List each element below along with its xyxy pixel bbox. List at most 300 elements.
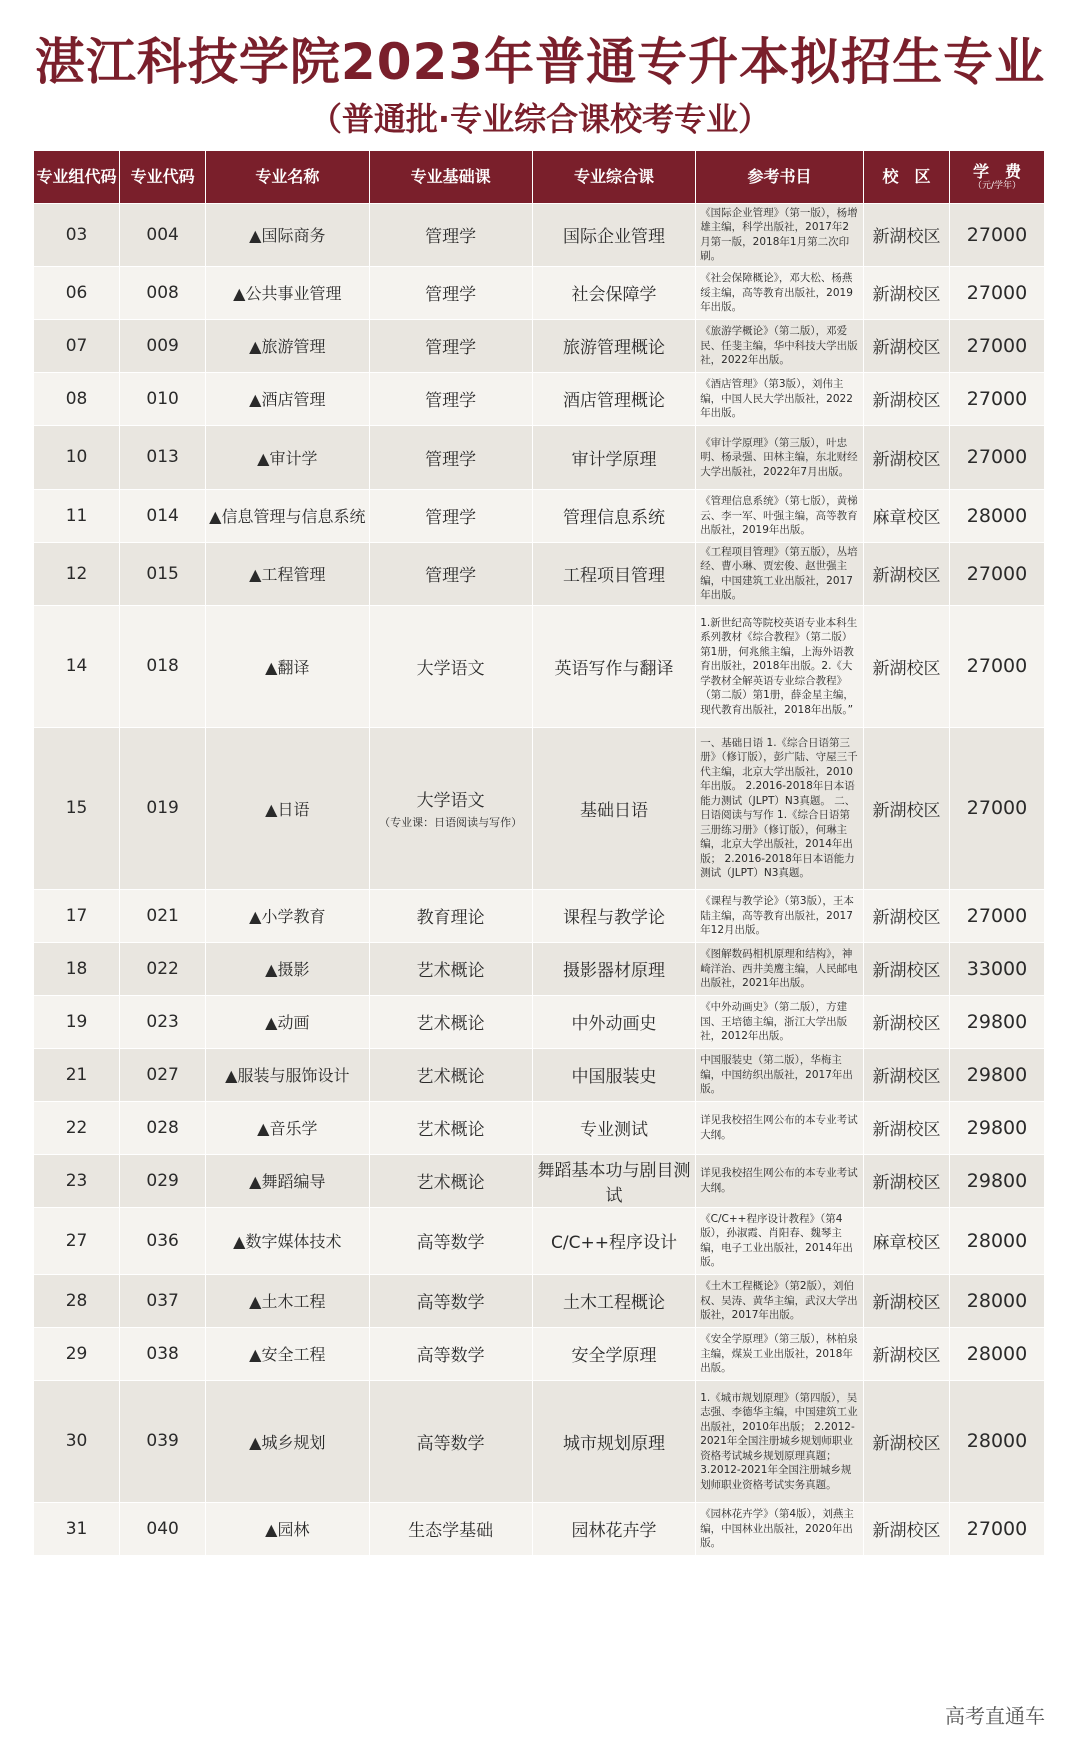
cell-basic-course: [369, 995, 532, 1048]
table-row: [34, 1380, 1045, 1502]
cell-group-text: 07: [65, 335, 88, 356]
cell-campus-text: 新湖校区: [872, 391, 941, 412]
cell-comprehensive-course: [532, 1327, 695, 1380]
cell-basic-course: [369, 727, 532, 889]
cell-major-name: [206, 204, 369, 267]
cell-campus-text: 新湖校区: [872, 1014, 941, 1035]
cell-code: [120, 889, 206, 942]
cell-reference-books-text: 《园林花卉学》（第4版），刘燕主编，中国林业出版社，2020年出版。: [700, 1508, 854, 1550]
cell-major-name: [206, 995, 369, 1048]
cell-major-name: [206, 425, 369, 489]
cell-basic-course: [369, 889, 532, 942]
cell-group: [34, 204, 120, 267]
cell-basic-course: [369, 1274, 532, 1327]
cell-group-text: 23: [65, 1170, 88, 1191]
header-group: 专业组代码: [34, 151, 120, 204]
cell-campus: [863, 727, 949, 889]
cell-campus: [863, 1274, 949, 1327]
cell-reference-books: [696, 605, 864, 727]
header-books: 参考书目: [696, 151, 864, 204]
table-row: [34, 1327, 1045, 1380]
cell-code-text: 008: [146, 282, 179, 303]
cell-reference-books-text: 中国服装史（第二版），华梅主编，中国纺织出版社，2017年出版。: [700, 1054, 853, 1096]
cell-comprehensive-course: [532, 319, 695, 372]
cell-fee-text: 27000: [966, 655, 1028, 678]
cell-campus-text: 新湖校区: [872, 658, 941, 679]
cell-basic-course: [369, 489, 532, 542]
table-row: [34, 995, 1045, 1048]
cell-comprehensive-course: [532, 1154, 695, 1207]
cell-comprehensive-course-text: 国际企业管理: [563, 227, 666, 248]
cell-code-text: 014: [146, 505, 179, 526]
cell-group: [34, 372, 120, 425]
cell-fee-text: 27000: [966, 223, 1028, 246]
cell-campus-text: 新湖校区: [872, 227, 941, 248]
cell-group-text: 15: [65, 798, 88, 819]
cell-campus: [863, 1380, 949, 1502]
cell-basic-course: [369, 1101, 532, 1154]
cell-group: [34, 1274, 120, 1327]
cell-reference-books-text: 《安全学原理》（第三版），林柏泉主编，煤炭工业出版社，2018年出版。: [700, 1333, 858, 1375]
cell-major-name: [206, 542, 369, 605]
cell-group-text: 08: [65, 388, 88, 409]
cell-campus-text: 新湖校区: [872, 1120, 941, 1141]
majors-table: [33, 150, 1045, 1556]
cell-major-name: [206, 605, 369, 727]
cell-fee-text: 27000: [966, 281, 1028, 304]
cell-campus: [863, 1154, 949, 1207]
cell-group-text: 18: [65, 958, 88, 979]
cell-major-name: [206, 1154, 369, 1207]
cell-fee-text: 33000: [966, 957, 1028, 980]
cell-fee: [950, 204, 1045, 267]
cell-reference-books: [696, 1502, 864, 1555]
cell-code-text: 010: [146, 388, 179, 409]
cell-campus: [863, 319, 949, 372]
cell-code-text: 019: [146, 798, 179, 819]
cell-comprehensive-course-text: 中国服装史: [571, 1067, 657, 1088]
cell-reference-books: [696, 1207, 864, 1274]
cell-reference-books-text: 《图解数码相机原理和结构》，神崎洋治、西井美鹰主编，人民邮电出版社，2021年出版。: [700, 948, 858, 990]
cell-group-text: 28: [65, 1290, 88, 1311]
cell-basic-course-text: 管理学: [425, 566, 477, 587]
cell-major-name: [206, 489, 369, 542]
cell-major-name: [206, 727, 369, 889]
cell-group: [34, 1048, 120, 1101]
cell-comprehensive-course: [532, 1502, 695, 1555]
cell-basic-course: [369, 425, 532, 489]
cell-fee-text: 28000: [966, 1342, 1028, 1365]
cell-code-text: 028: [146, 1117, 179, 1138]
cell-code: [120, 204, 206, 267]
cell-code-text: 023: [146, 1011, 179, 1032]
cell-comprehensive-course: [532, 942, 695, 995]
table-row: [34, 1154, 1045, 1207]
page-subtitle: （普通批·专业综合课校考专业）: [309, 100, 771, 138]
cell-fee: [950, 489, 1045, 542]
cell-basic-course-text: 教育理论: [416, 908, 485, 929]
table-row: [34, 1502, 1045, 1555]
cell-comprehensive-course-text: 酒店管理概论: [563, 391, 666, 412]
cell-comprehensive-course-text: 旅游管理概论: [563, 338, 666, 359]
cell-major-name: [206, 1048, 369, 1101]
cell-code: [120, 1207, 206, 1274]
cell-major-name-text: ▲审计学: [257, 448, 318, 468]
cell-basic-course-text: 管理学: [425, 227, 477, 248]
cell-major-name-text: ▲日语: [265, 799, 310, 819]
table-row: [34, 1101, 1045, 1154]
cell-basic-course-text: 高等数学: [416, 1293, 485, 1314]
cell-comprehensive-course: [532, 727, 695, 889]
cell-fee: [950, 319, 1045, 372]
cell-group: [34, 319, 120, 372]
cell-campus-text: 新湖校区: [872, 1346, 941, 1367]
cell-major-name: [206, 889, 369, 942]
cell-basic-course: [369, 1327, 532, 1380]
cell-major-name-text: ▲工程管理: [249, 565, 326, 585]
cell-comprehensive-course-text: 土木工程概论: [563, 1293, 666, 1314]
cell-group-text: 14: [65, 656, 88, 677]
cell-fee: [950, 889, 1045, 942]
cell-comprehensive-course-text: 社会保障学: [571, 285, 657, 306]
cell-group-text: 19: [65, 1011, 88, 1032]
cell-comprehensive-course: [532, 489, 695, 542]
cell-group-text: 30: [65, 1431, 88, 1452]
cell-reference-books: [696, 1101, 864, 1154]
cell-group: [34, 605, 120, 727]
cell-group: [34, 1154, 120, 1207]
header-basic: 专业基础课: [369, 151, 532, 204]
cell-fee-text: 28000: [966, 504, 1028, 527]
cell-group: [34, 1101, 120, 1154]
cell-reference-books: [696, 1048, 864, 1101]
cell-code: [120, 1380, 206, 1502]
cell-group: [34, 1327, 120, 1380]
cell-campus-text: 新湖校区: [872, 285, 941, 306]
cell-campus: [863, 942, 949, 995]
cell-basic-course: [369, 1048, 532, 1101]
cell-code-text: 021: [146, 905, 179, 926]
cell-major-name-text: ▲翻译: [265, 657, 310, 677]
cell-campus-text: 麻章校区: [872, 1233, 941, 1254]
cell-major-name-text: ▲公共事业管理: [233, 284, 342, 304]
cell-campus-text: 新湖校区: [872, 1067, 941, 1088]
cell-campus-text: 新湖校区: [872, 449, 941, 470]
cell-reference-books-text: 《审计学原理》（第三版），叶忠明、杨录强、田林主编，东北财经大学出版社，2022年7月出版。: [700, 436, 858, 478]
cell-major-name-text: ▲国际商务: [249, 226, 326, 246]
cell-comprehensive-course-text: 英语写作与翻译: [554, 658, 674, 679]
cell-fee: [950, 1154, 1045, 1207]
cell-major-name-text: ▲数字媒体技术: [233, 1232, 342, 1252]
cell-fee: [950, 425, 1045, 489]
cell-reference-books-text: 1.《城市规划原理》（第四版），吴志强、李德华主编，中国建筑工业出版社，2010年出版； 2.2012-2021年全国注册城乡规划师职业资格考试城乡规划原理真题； 3.2012-2021年全国注册城乡规划师职业资格考试实务真题。: [700, 1391, 858, 1491]
table-row: [34, 542, 1045, 605]
cell-basic-course-text: 管理学: [425, 338, 477, 359]
cell-basic-course-text: 大学语文: [416, 658, 485, 679]
cell-fee: [950, 1380, 1045, 1502]
cell-basic-course-text: 生态学基础: [408, 1521, 494, 1542]
cell-basic-course: [369, 1154, 532, 1207]
cell-code: [120, 319, 206, 372]
table-row: [34, 204, 1045, 267]
cell-comprehensive-course: [532, 372, 695, 425]
cell-comprehensive-course: [532, 995, 695, 1048]
cell-fee: [950, 942, 1045, 995]
cell-group-text: 27: [65, 1230, 88, 1251]
cell-code-text: 013: [146, 447, 179, 468]
cell-code-text: 038: [146, 1343, 179, 1364]
cell-basic-course-text: 管理学: [425, 508, 477, 529]
table-row: [34, 942, 1045, 995]
cell-campus: [863, 425, 949, 489]
cell-major-name: [206, 372, 369, 425]
cell-group: [34, 1502, 120, 1555]
cell-basic-course-text: 艺术概论: [416, 1173, 485, 1194]
cell-major-name: [206, 1327, 369, 1380]
cell-campus-text: 新湖校区: [872, 1293, 941, 1314]
cell-reference-books-text: 《工程项目管理》（第五版），丛培经、曹小琳、贾宏俊、赵世强主编，中国建筑工业出版社，2017年出版。: [700, 545, 858, 602]
cell-reference-books: [696, 425, 864, 489]
cell-group-text: 12: [65, 563, 88, 584]
cell-basic-course: [369, 319, 532, 372]
table-header-row: [34, 151, 1045, 204]
cell-major-name-text: ▲旅游管理: [249, 337, 326, 357]
cell-code: [120, 1048, 206, 1101]
cell-group: [34, 266, 120, 319]
table-row: [34, 425, 1045, 489]
cell-comprehensive-course-text: 园林花卉学: [571, 1521, 657, 1542]
cell-fee: [950, 1274, 1045, 1327]
cell-fee: [950, 1327, 1045, 1380]
cell-code: [120, 1502, 206, 1555]
cell-code: [120, 942, 206, 995]
cell-group-text: 22: [65, 1117, 88, 1138]
cell-comprehensive-course: [532, 1101, 695, 1154]
cell-campus-text: 麻章校区: [872, 508, 941, 529]
cell-comprehensive-course: [532, 542, 695, 605]
cell-basic-course: [369, 542, 532, 605]
table-row: [34, 372, 1045, 425]
cell-code-text: 022: [146, 958, 179, 979]
cell-comprehensive-course: [532, 1207, 695, 1274]
cell-comprehensive-course-text: C/C++程序设计: [551, 1233, 677, 1254]
cell-major-name-text: ▲城乡规划: [249, 1432, 326, 1452]
cell-campus-text: 新湖校区: [872, 1433, 941, 1454]
cell-fee: [950, 1502, 1045, 1555]
header-comprehensive: 专业综合课: [532, 151, 695, 204]
cell-major-name-text: ▲舞蹈编导: [249, 1172, 326, 1192]
cell-reference-books: [696, 1154, 864, 1207]
cell-major-name-text: ▲安全工程: [249, 1345, 326, 1365]
header-code: 专业代码: [120, 151, 206, 204]
table-row: [34, 1207, 1045, 1274]
cell-group-text: 29: [65, 1343, 88, 1364]
cell-campus-text: 新湖校区: [872, 800, 941, 821]
cell-major-name: [206, 1101, 369, 1154]
cell-group: [34, 942, 120, 995]
cell-group-text: 17: [65, 905, 88, 926]
cell-basic-course: [369, 942, 532, 995]
cell-fee-text: 27000: [966, 387, 1028, 410]
cell-fee-text: 28000: [966, 1430, 1028, 1453]
cell-fee-text: 29800: [966, 1010, 1028, 1033]
cell-campus: [863, 1101, 949, 1154]
cell-campus: [863, 542, 949, 605]
cell-reference-books: [696, 1274, 864, 1327]
cell-reference-books: [696, 542, 864, 605]
cell-comprehensive-course-text: 舞蹈基本功与剧目测试: [537, 1160, 691, 1206]
cell-campus: [863, 1048, 949, 1101]
cell-reference-books: [696, 372, 864, 425]
cell-group: [34, 425, 120, 489]
cell-code-text: 029: [146, 1170, 179, 1191]
table-row: [34, 727, 1045, 889]
cell-group-text: 21: [65, 1064, 88, 1085]
cell-basic-course-text: 管理学: [425, 449, 477, 470]
cell-code: [120, 727, 206, 889]
table-row: [34, 266, 1045, 319]
cell-comprehensive-course-text: 专业测试: [580, 1120, 649, 1141]
watermark: 高考直通车: [945, 1704, 1045, 1728]
cell-code-text: 009: [146, 335, 179, 356]
cell-group: [34, 489, 120, 542]
cell-major-name-text: ▲酒店管理: [249, 390, 326, 410]
cell-reference-books-text: 详见我校招生网公布的本专业考试大纲。: [700, 1167, 858, 1194]
cell-group-text: 03: [65, 224, 88, 245]
cell-reference-books: [696, 995, 864, 1048]
cell-code: [120, 489, 206, 542]
cell-fee: [950, 1048, 1045, 1101]
cell-code: [120, 1274, 206, 1327]
cell-major-name-text: ▲小学教育: [249, 907, 326, 927]
cell-code: [120, 542, 206, 605]
header-fee-unit: （元/学年）: [972, 181, 1022, 192]
cell-basic-course-text: 大学语文: [416, 791, 485, 812]
cell-comprehensive-course-text: 安全学原理: [571, 1346, 657, 1367]
cell-campus: [863, 266, 949, 319]
cell-campus: [863, 1502, 949, 1555]
cell-reference-books-text: 详见我校招生网公布的本专业考试大纲。: [700, 1114, 858, 1141]
cell-comprehensive-course-text: 中外动画史: [571, 1014, 657, 1035]
cell-campus: [863, 1327, 949, 1380]
cell-fee: [950, 1101, 1045, 1154]
table-row: [34, 1274, 1045, 1327]
cell-campus-text: 新湖校区: [872, 1521, 941, 1542]
cell-fee-text: 29800: [966, 1063, 1028, 1086]
cell-comprehensive-course: [532, 605, 695, 727]
cell-comprehensive-course: [532, 889, 695, 942]
cell-reference-books-text: 《管理信息系统》（第七版），黄梯云、李一军、叶强主编，高等教育出版社，2019年出版。: [700, 495, 858, 537]
cell-reference-books: [696, 489, 864, 542]
cell-comprehensive-course: [532, 1274, 695, 1327]
cell-code-text: 039: [146, 1431, 179, 1452]
cell-reference-books: [696, 1327, 864, 1380]
cell-fee-text: 27000: [966, 904, 1028, 927]
cell-code-text: 027: [146, 1064, 179, 1085]
cell-fee-text: 27000: [966, 562, 1028, 585]
cell-fee-text: 29800: [966, 1169, 1028, 1192]
cell-comprehensive-course: [532, 204, 695, 267]
cell-group: [34, 727, 120, 889]
cell-major-name-text: ▲信息管理与信息系统: [209, 507, 366, 527]
cell-code: [120, 1327, 206, 1380]
cell-reference-books-text: 《旅游学概论》（第二版），邓爱民、任斐主编，华中科技大学出版社，2022年出版。: [700, 325, 858, 367]
cell-campus: [863, 605, 949, 727]
cell-code-text: 004: [146, 224, 179, 245]
cell-fee-text: 27000: [966, 446, 1028, 469]
cell-basic-course: [369, 372, 532, 425]
cell-code-text: 037: [146, 1290, 179, 1311]
cell-code: [120, 995, 206, 1048]
cell-fee-text: 27000: [966, 1517, 1028, 1540]
cell-campus: [863, 889, 949, 942]
cell-fee: [950, 372, 1045, 425]
cell-group: [34, 995, 120, 1048]
cell-basic-course: [369, 266, 532, 319]
cell-code: [120, 1154, 206, 1207]
cell-major-name: [206, 266, 369, 319]
header-name: 专业名称: [206, 151, 369, 204]
cell-major-name-text: ▲音乐学: [257, 1119, 318, 1139]
cell-campus-text: 新湖校区: [872, 566, 941, 587]
cell-basic-course-text: 艺术概论: [416, 1014, 485, 1035]
cell-fee: [950, 727, 1045, 889]
cell-comprehensive-course-text: 基础日语: [580, 800, 649, 821]
cell-major-name-text: ▲摄影: [265, 960, 310, 980]
cell-basic-course-text: 管理学: [425, 391, 477, 412]
table-row: [34, 1048, 1045, 1101]
cell-major-name-text: ▲园林: [265, 1520, 310, 1540]
cell-fee-text: 29800: [966, 1116, 1028, 1139]
cell-reference-books: [696, 266, 864, 319]
cell-campus: [863, 1207, 949, 1274]
cell-comprehensive-course: [532, 1380, 695, 1502]
table-row: [34, 319, 1045, 372]
cell-fee-text: 27000: [966, 334, 1028, 357]
cell-reference-books-text: 《国际企业管理》（第一版），杨增雄主编，科学出版社，2017年2月第一版，2018年1月第二次印刷。: [700, 207, 858, 263]
cell-code: [120, 425, 206, 489]
cell-campus-text: 新湖校区: [872, 908, 941, 929]
cell-basic-course-text: 管理学: [425, 285, 477, 306]
table-row: [34, 889, 1045, 942]
cell-group: [34, 889, 120, 942]
cell-fee-text: 27000: [966, 797, 1028, 820]
cell-basic-course: [369, 1207, 532, 1274]
cell-major-name-text: ▲服装与服饰设计: [225, 1066, 350, 1086]
cell-fee-text: 28000: [966, 1229, 1028, 1252]
cell-fee: [950, 995, 1045, 1048]
cell-basic-course-text: 艺术概论: [416, 1120, 485, 1141]
cell-comprehensive-course: [532, 266, 695, 319]
header-fee: [950, 151, 1045, 204]
cell-reference-books-text: 《C/C++程序设计教程》（第4版），孙淑霞、肖阳春、魏琴主编，电子工业出版社，2014年出版。: [700, 1212, 853, 1269]
cell-basic-course-text: 高等数学: [416, 1433, 485, 1454]
cell-basic-course-text: 艺术概论: [416, 961, 485, 982]
cell-major-name: [206, 1207, 369, 1274]
cell-code-text: 040: [146, 1518, 179, 1539]
cell-fee: [950, 605, 1045, 727]
cell-reference-books-text: 《酒店管理》（第3版），刘伟主编，中国人民大学出版社，2022年出版。: [700, 378, 853, 420]
cell-code: [120, 266, 206, 319]
cell-major-name-text: ▲土木工程: [249, 1292, 326, 1312]
table-row: [34, 489, 1045, 542]
cell-code: [120, 372, 206, 425]
cell-campus-text: 新湖校区: [872, 961, 941, 982]
table-row: [34, 605, 1045, 727]
cell-comprehensive-course-text: 管理信息系统: [563, 508, 666, 529]
cell-comprehensive-course-text: 审计学原理: [571, 449, 657, 470]
page-title: 湛江科技学院2023年普通专升本拟招生专业: [34, 33, 1046, 91]
